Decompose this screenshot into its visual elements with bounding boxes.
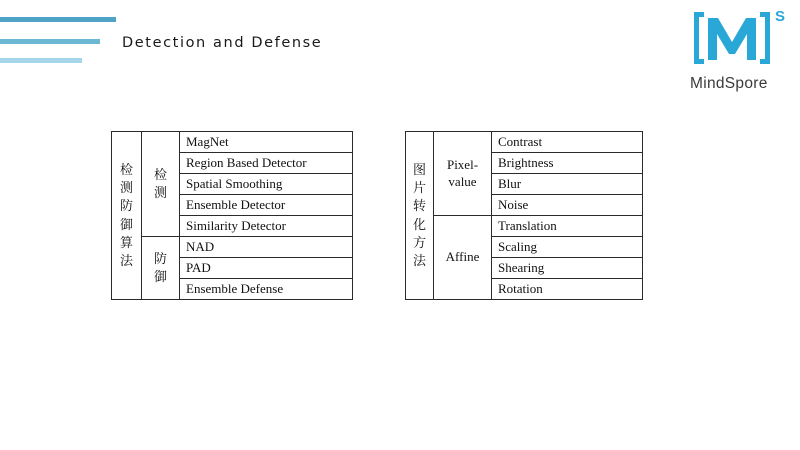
- table-cell: NAD: [180, 237, 353, 258]
- section-label-defense: [142, 237, 180, 300]
- decor-bar-bottom: [0, 58, 82, 63]
- table-cell: MagNet: [180, 132, 353, 153]
- vertical-char: 测: [153, 185, 167, 200]
- vertical-char: 法: [119, 252, 133, 268]
- detection-defense-table: [111, 131, 353, 300]
- vertical-text: [112, 161, 141, 270]
- vertical-char: 检: [119, 161, 133, 177]
- section-label-affine: Affine: [434, 216, 492, 300]
- vertical-char: 防: [119, 198, 133, 214]
- table-cell: Shearing: [492, 258, 643, 279]
- decor-bar-middle: [0, 39, 100, 44]
- table-cell: Translation: [492, 216, 643, 237]
- vertical-char: 防: [153, 250, 167, 266]
- vertical-char: 算: [119, 234, 133, 250]
- vertical-char: 测: [119, 180, 133, 196]
- table-cell: Similarity Detector: [180, 216, 353, 237]
- group-label-image-transform: [406, 132, 434, 300]
- group-label-detection-defense: [112, 132, 142, 300]
- table-cell: Scaling: [492, 237, 643, 258]
- vertical-char: 化: [412, 216, 426, 232]
- vertical-char: 转: [412, 198, 426, 214]
- table-cell: Rotation: [492, 279, 643, 300]
- logo-superscript: S: [774, 8, 786, 25]
- vertical-char: 检: [153, 166, 167, 182]
- vertical-char: 片: [412, 180, 426, 196]
- table-cell: Contrast: [492, 132, 643, 153]
- table-cell: Blur: [492, 174, 643, 195]
- logo-text: MindSpore: [690, 75, 768, 92]
- table-cell: Spatial Smoothing: [180, 174, 353, 195]
- table-cell: PAD: [180, 258, 353, 279]
- decor-bar-top: [0, 17, 116, 22]
- table-cell: Region Based Detector: [180, 153, 353, 174]
- table-cell: Ensemble Detector: [180, 195, 353, 216]
- vertical-char: 图: [412, 161, 426, 177]
- vertical-char: 御: [153, 269, 167, 284]
- section-label-pixel-value: Pixel- value: [434, 132, 492, 216]
- image-transform-table: [405, 131, 643, 300]
- vertical-char: 御: [119, 216, 133, 232]
- section-label-detection: [142, 132, 180, 237]
- vertical-char: 方: [412, 234, 426, 250]
- table-cell: Noise: [492, 195, 643, 216]
- table-cell: Brightness: [492, 153, 643, 174]
- table-cell: Ensemble Defense: [180, 279, 353, 300]
- vertical-char: 法: [412, 252, 426, 268]
- slide-title: Detection and Defense: [122, 35, 323, 51]
